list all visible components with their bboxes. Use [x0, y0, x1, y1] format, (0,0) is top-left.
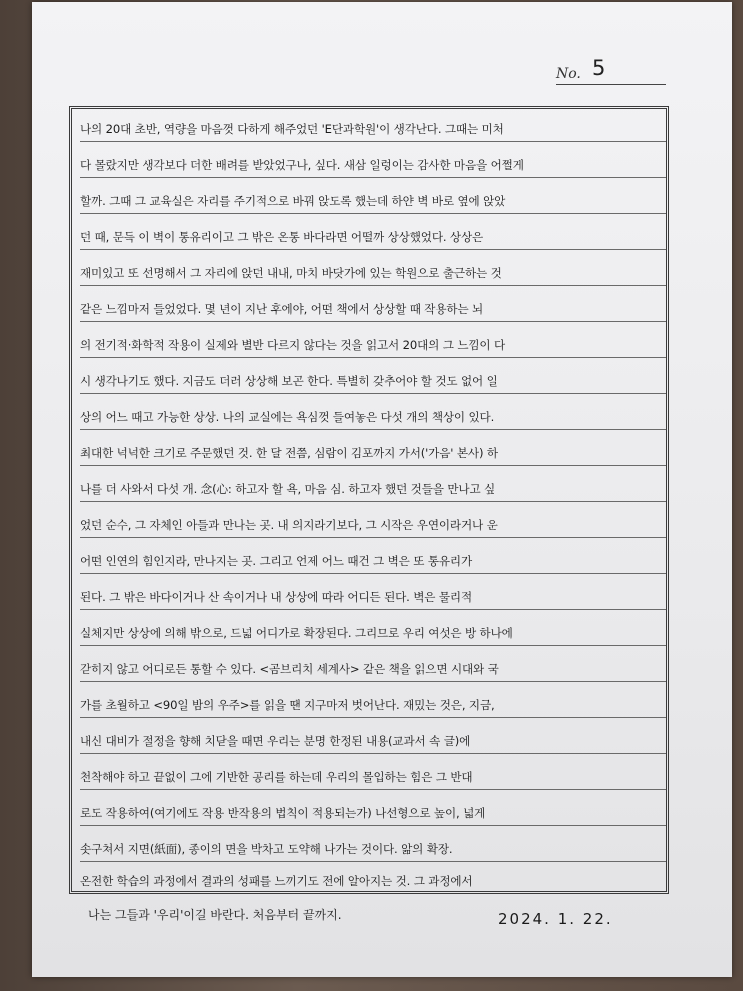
handwritten-line: 온전한 학습의 과정에서 결과의 성패를 느끼기도 전에 알아지는 것. 그 과정에서 [80, 874, 473, 888]
handwritten-line: 의 전기적·화학적 작용이 실제와 별반 다르지 않다는 것을 읽고서 20대의 그 느낌이 다 [80, 322, 666, 358]
handwritten-line: 같은 느낌마저 들었었다. 몇 년이 지난 후에야, 어떤 책에서 상상할 때 작용하는 뇌 [80, 286, 666, 322]
handwritten-line: 어떤 인연의 힘인지라, 만나지는 곳. 그리고 언제 어느 때건 그 벽은 또 통유리가 [80, 538, 666, 574]
handwritten-line: 솟구쳐서 지면(紙面), 종이의 면을 박차고 도약해 나가는 것이다. 앎의 확장. [80, 826, 666, 862]
handwritten-line: 내신 대비가 절정을 향해 치닫을 때면 우리는 분명 한정된 내용(교과서 속 글)에 [80, 718, 666, 754]
handwritten-line: 실체지만 상상에 의해 밖으로, 드넓 어디가로 확장된다. 그리므로 우리 여섯은 방 하나에 [80, 610, 666, 646]
handwritten-line: 된다. 그 밖은 바다이거나 산 속이거나 내 상상에 따라 어디든 된다. 벽은 물리적 [80, 574, 666, 610]
handwritten-line: 로도 작용하여(여기에도 작용 반작용의 법칙이 적용되는가) 나선형으로 높이, 넓게 [80, 790, 666, 826]
handwritten-line: 나의 20대 초반, 역량을 마음껏 다하게 해주었던 'E단과학원'이 생각난다. 그때는 미처 [80, 106, 666, 142]
handwritten-line: 할까. 그때 그 교육실은 자리를 주기적으로 바꿔 앉도록 했는데 하얀 벽 바로 옆에 앉았 [80, 178, 666, 214]
handwritten-line: 었던 순수, 그 자체인 아들과 만나는 곳. 내 의지라기보다, 그 시작은 우연이라거나 운 [80, 502, 666, 538]
handwritten-line: 던 때, 문득 이 벽이 통유리이고 그 밖은 온통 바다라면 어떨까 상상했었다. 상상은 [80, 214, 666, 250]
handwritten-line: 갇히지 않고 어디로든 통할 수 있다. <곰브리치 세계사> 같은 책을 읽으면 시대와 국 [80, 646, 666, 682]
page-number-label: No. [556, 66, 581, 82]
handwritten-line: 시 생각나기도 했다. 지금도 더러 상상해 보곤 한다. 특별히 갖추어야 할 것도 없어 일 [80, 358, 666, 394]
page-number-field [556, 56, 666, 85]
page-number-value: 5 [592, 56, 606, 80]
handwritten-line: 천착해야 하고 끝없이 그에 기반한 공리를 하는데 우리의 몰입하는 힘은 그 반대 [80, 754, 666, 790]
handwritten-line: 재미있고 또 선명해서 그 자리에 앉던 내내, 마치 바닷가에 있는 학원으로 출근하는 것 [80, 250, 666, 286]
closing-line: 나는 그들과 '우리'이길 바란다. 처음부터 끝까지. [88, 908, 342, 922]
handwritten-line: 최대한 넉넉한 크기로 주문했던 것. 한 달 전쯤, 심람이 김포까지 가서('가음' 본사) 하 [80, 430, 666, 466]
handwritten-line: 나를 더 사와서 다섯 개. 念(心: 하고자 할 욕, 마음 심. 하고자 했던 것들을 만나고 싶 [80, 466, 666, 502]
handwritten-line: 가를 초월하고 <90일 밤의 우주>를 읽을 땐 지구마저 벗어난다. 재밌는 것은, 지금, [80, 682, 666, 718]
entry-date: 2024. 1. 22. [498, 910, 613, 928]
handwritten-line: 다 몰랐지만 생각보다 더한 배려를 받았었구나, 싶다. 새삼 일렁이는 감사한 마음을 어쩔게 [80, 142, 666, 178]
handwritten-line: 상의 어느 때고 가능한 상상. 나의 교실에는 욕심껏 들여놓은 다섯 개의 책상이 있다. [80, 394, 666, 430]
